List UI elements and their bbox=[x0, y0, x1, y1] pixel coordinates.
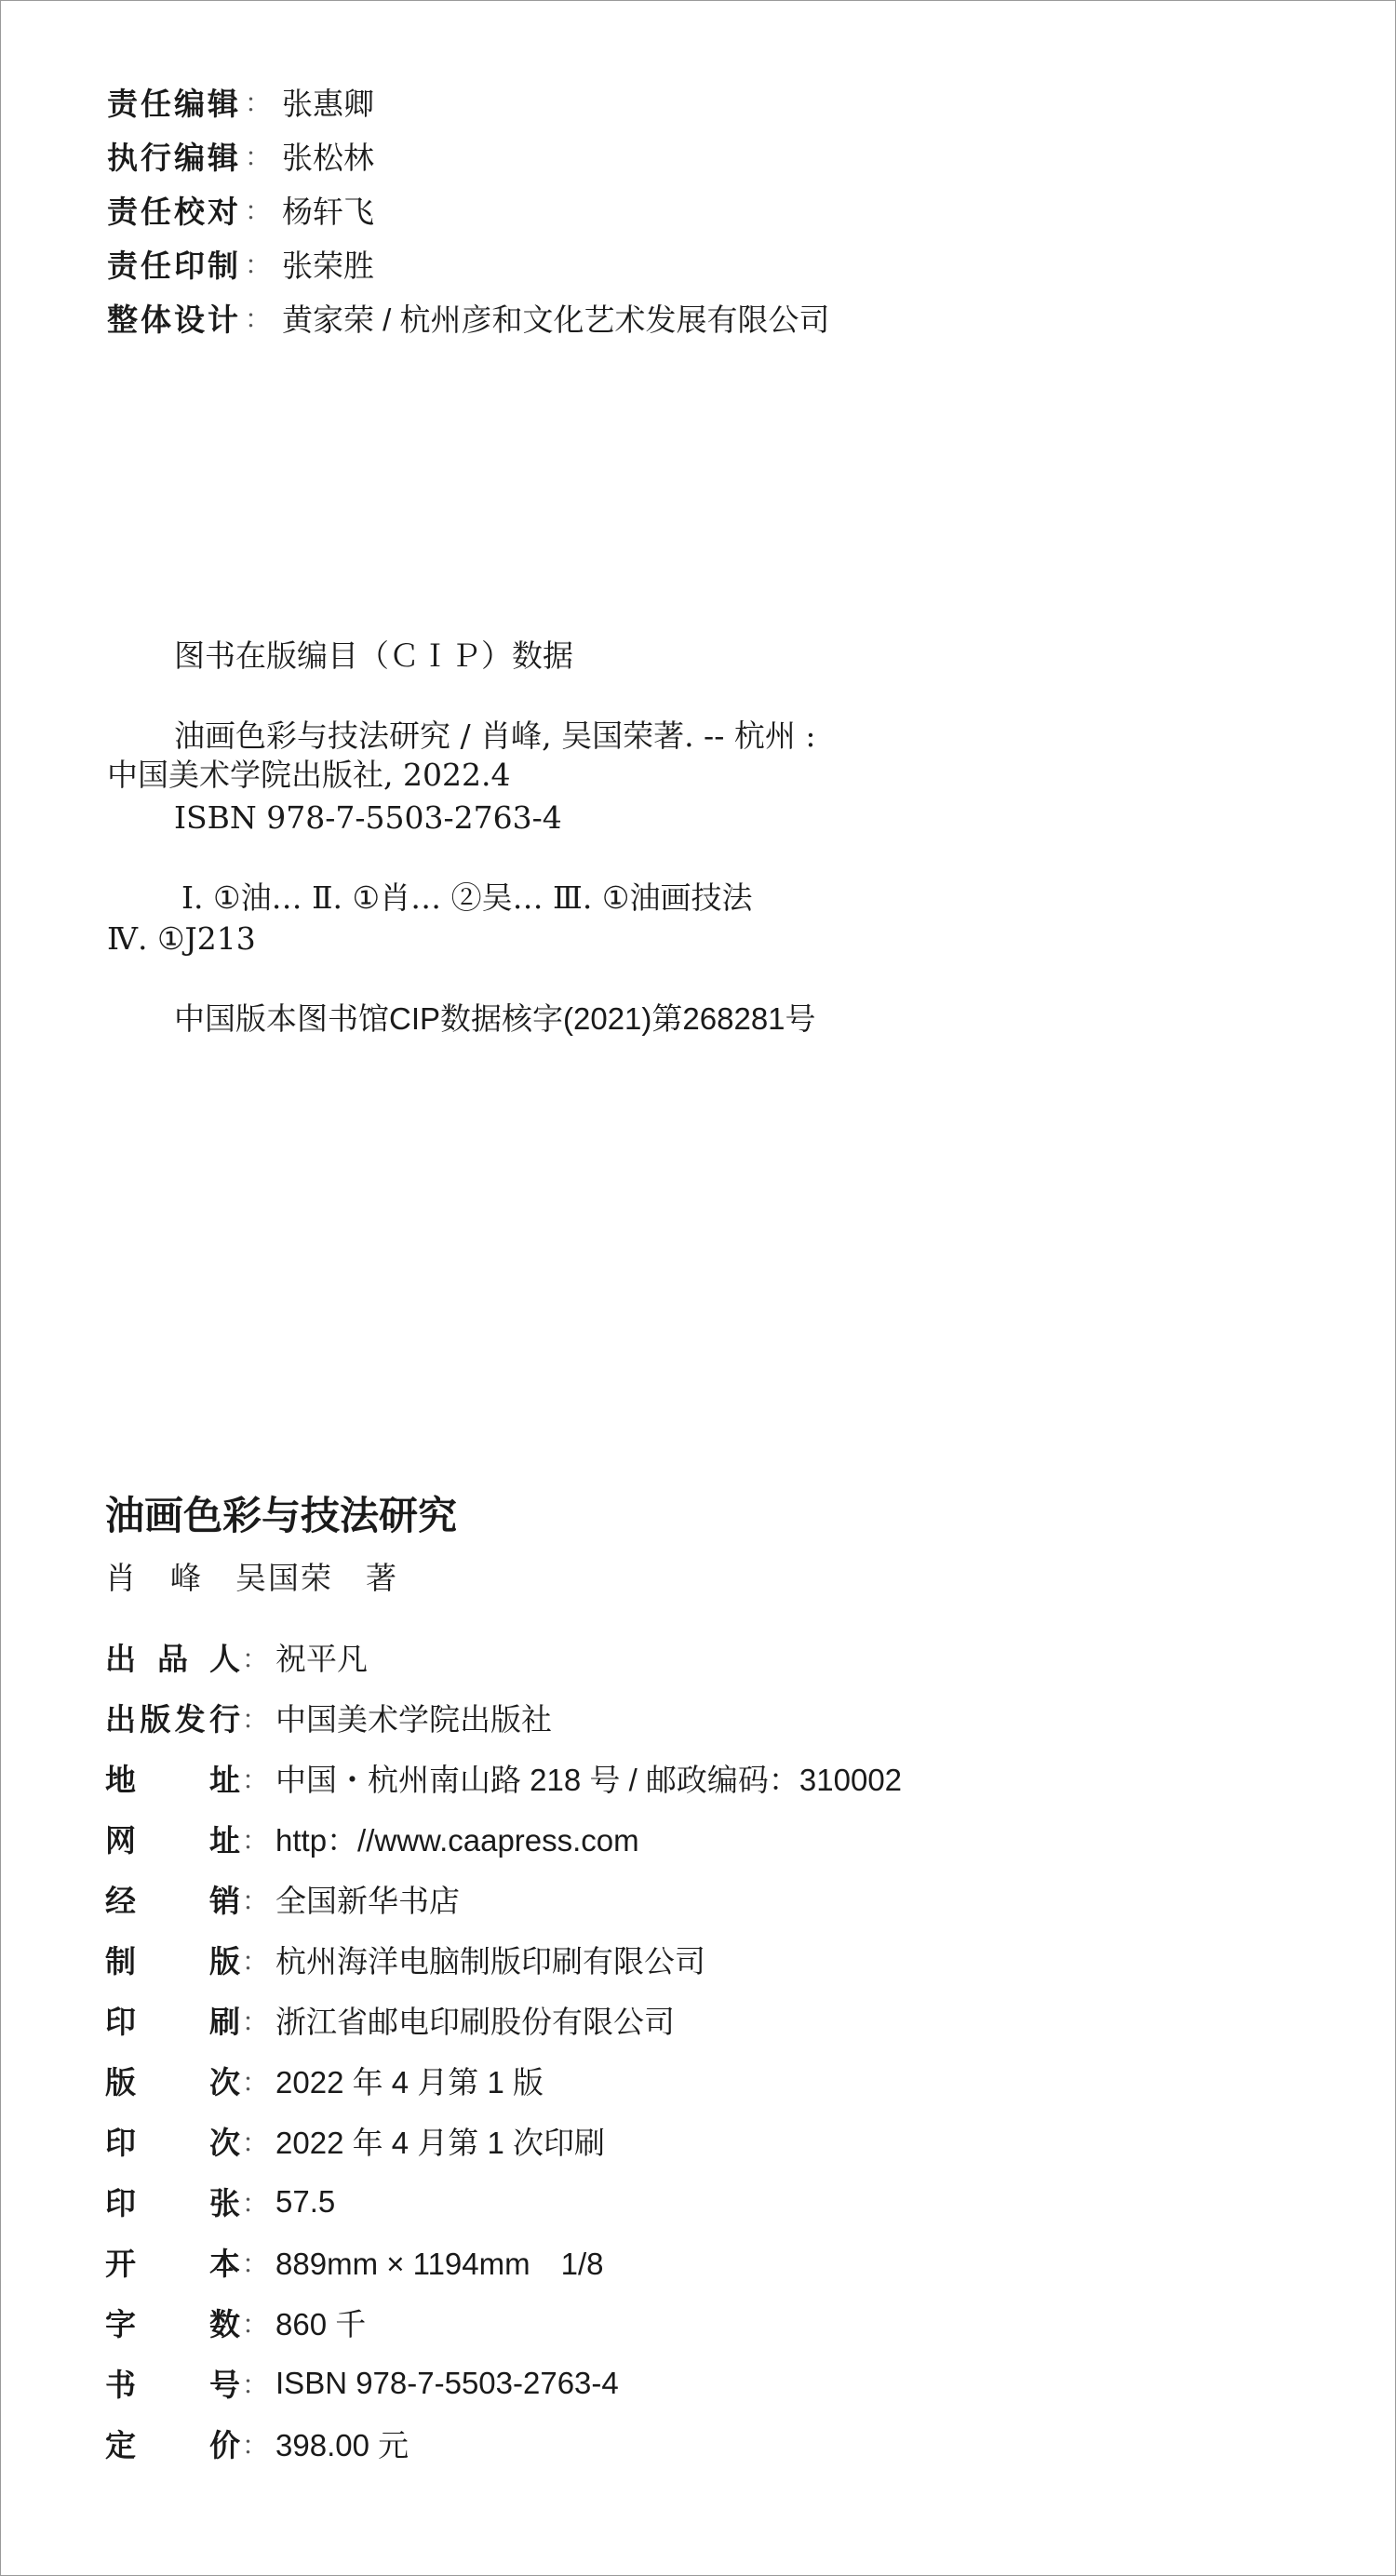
colon: ： bbox=[245, 250, 272, 279]
imprint-row bbox=[105, 2171, 902, 2232]
colon: ： bbox=[242, 1644, 269, 1673]
imprint-details bbox=[105, 1627, 902, 2474]
imprint-label: 版次 bbox=[105, 2065, 240, 2100]
colon: ： bbox=[242, 2127, 269, 2157]
credit-label: 执行编辑 bbox=[107, 140, 241, 175]
book-authors: 肖 峰 吴国荣 著 bbox=[105, 1561, 398, 1595]
credit-row-exec-editor bbox=[107, 130, 830, 184]
colon: ： bbox=[242, 1885, 269, 1915]
colon: ： bbox=[242, 2067, 269, 2097]
colon: ： bbox=[242, 1704, 269, 1734]
credit-row-design bbox=[107, 292, 830, 346]
credit-value: 张荣胜 bbox=[282, 248, 375, 283]
imprint-row bbox=[105, 2413, 902, 2474]
credit-value: 张松林 bbox=[282, 140, 375, 175]
imprint-value: 2022 年 4 月第 1 次印刷 bbox=[275, 2126, 605, 2160]
imprint-value: 398.00 元 bbox=[275, 2428, 409, 2462]
imprint-label: 经销 bbox=[105, 1884, 240, 1918]
imprint-label: 制版 bbox=[105, 1944, 240, 1979]
colon: ： bbox=[242, 1946, 269, 1976]
imprint-row bbox=[105, 1627, 902, 1687]
imprint-row bbox=[105, 2050, 902, 2111]
colon: ： bbox=[242, 2006, 269, 2036]
imprint-row bbox=[105, 2353, 902, 2413]
colon: ： bbox=[242, 1764, 269, 1794]
imprint-label: 定价 bbox=[105, 2428, 240, 2462]
imprint-value: 中国美术学院出版社 bbox=[275, 1702, 553, 1737]
credit-label: 责任编辑 bbox=[107, 86, 241, 121]
credit-label: 责任印制 bbox=[107, 248, 241, 283]
imprint-label: 出品人 bbox=[105, 1642, 240, 1676]
book-title: 油画色彩与技法研究 bbox=[105, 1494, 458, 1537]
colon: ： bbox=[245, 88, 272, 117]
imprint-label: 印张 bbox=[105, 2186, 240, 2220]
imprint-value: ISBN 978-7-5503-2763-4 bbox=[275, 2365, 619, 2400]
imprint-label: 地址 bbox=[105, 1763, 240, 1797]
imprint-label: 出版发行 bbox=[105, 1702, 240, 1737]
cip-record-number: 中国版本图书馆CIP数据核字(2021)第268281号 bbox=[174, 1001, 816, 1036]
credit-value: 黄家荣 / 杭州彦和文化艺术发展有限公司 bbox=[282, 302, 830, 337]
imprint-row bbox=[105, 2111, 902, 2171]
imprint-value: 祝平凡 bbox=[275, 1642, 369, 1676]
imprint-value: 杭州海洋电脑制版印刷有限公司 bbox=[275, 1944, 706, 1979]
credit-label: 整体设计 bbox=[107, 302, 241, 337]
imprint-value: 浙江省邮电印刷股份有限公司 bbox=[275, 2005, 676, 2039]
colon: ： bbox=[245, 196, 272, 225]
imprint-row bbox=[105, 2292, 902, 2353]
imprint-label: 字数 bbox=[105, 2307, 240, 2341]
cip-line-2: 中国美术学院出版社, 2022.4 bbox=[107, 757, 511, 793]
colon: ： bbox=[245, 142, 272, 171]
imprint-value: 57.5 bbox=[275, 2183, 336, 2219]
imprint-row bbox=[105, 1748, 902, 1808]
colon: ： bbox=[242, 1825, 269, 1855]
credit-row-editor bbox=[107, 76, 830, 130]
credit-value: 张惠卿 bbox=[282, 86, 375, 121]
colon: ： bbox=[242, 2309, 269, 2339]
credit-label: 责任校对 bbox=[107, 194, 241, 229]
imprint-row bbox=[105, 1687, 902, 1748]
imprint-value: 2022 年 4 月第 1 版 bbox=[275, 2065, 544, 2100]
cip-classification-2: Ⅳ. ①J213 bbox=[107, 920, 256, 957]
cip-heading: 图书在版编目（ＣＩＰ）数据 bbox=[174, 638, 573, 673]
imprint-row bbox=[105, 2232, 902, 2292]
imprint-row bbox=[105, 1869, 902, 1929]
cip-isbn: ISBN 978-7-5503-2763-4 bbox=[174, 799, 562, 836]
imprint-label: 网址 bbox=[105, 1823, 240, 1858]
imprint-value: 全国新华书店 bbox=[275, 1884, 461, 1918]
imprint-label: 印刷 bbox=[105, 2005, 240, 2039]
imprint-row bbox=[105, 1990, 902, 2050]
credit-row-printing bbox=[107, 238, 830, 292]
imprint-label: 开本 bbox=[105, 2247, 240, 2281]
cip-classification-1: Ⅰ. ①油… Ⅱ. ①肖… ②吴… Ⅲ. ①油画技法 bbox=[181, 879, 753, 916]
imprint-value: 860 千 bbox=[275, 2307, 367, 2341]
imprint-row bbox=[105, 1929, 902, 1990]
colon: ： bbox=[245, 304, 272, 333]
colon: ： bbox=[242, 2369, 269, 2399]
imprint-row bbox=[105, 1808, 902, 1869]
imprint-label: 书号 bbox=[105, 2368, 240, 2402]
imprint-value: 中国・杭州南山路 218 号 / 邮政编码：310002 bbox=[275, 1763, 903, 1797]
imprint-value: http：//www.caapress.com bbox=[275, 1823, 639, 1858]
colon: ： bbox=[242, 2248, 269, 2278]
credit-value: 杨轩飞 bbox=[282, 194, 375, 229]
staff-credits bbox=[107, 76, 830, 346]
credit-row-proofreader bbox=[107, 184, 830, 238]
colon: ： bbox=[242, 2188, 269, 2218]
imprint-label: 印次 bbox=[105, 2126, 240, 2160]
colon: ： bbox=[242, 2430, 269, 2460]
cip-line-1: 油画色彩与技法研究 / 肖峰, 吴国荣著. -- 杭州 : bbox=[174, 718, 816, 754]
imprint-value: 889mm × 1194mm 1/8 bbox=[275, 2247, 604, 2281]
